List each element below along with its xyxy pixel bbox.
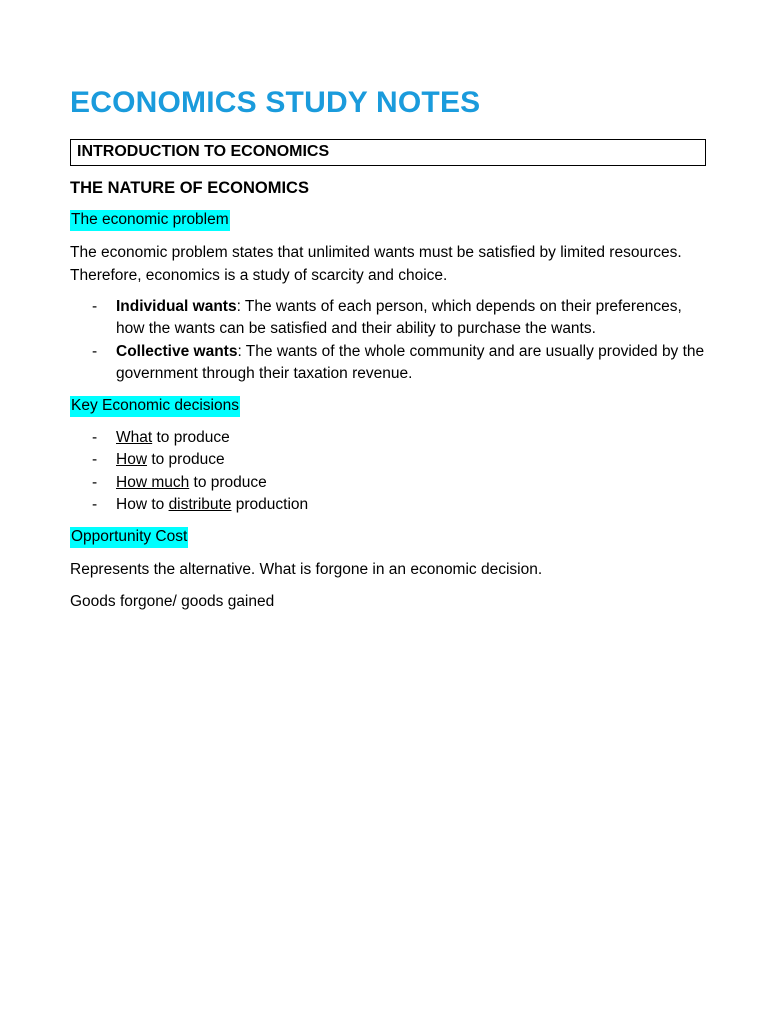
list-item: [70, 341, 706, 386]
item-post: to produce: [189, 473, 267, 491]
definition-collective-wants: : The wants of the whole community and are usually provided by the government through their taxation revenue.: [116, 342, 705, 383]
list-item: [70, 296, 706, 341]
key-decisions-heading-wrap: [70, 396, 706, 417]
term-individual-wants: Individual wants: [116, 297, 237, 315]
key-decisions-heading: Key Economic decisions: [70, 396, 240, 417]
key-decisions-list: [70, 427, 706, 517]
goods-ratio-paragraph: Goods forgone/ goods gained: [70, 592, 275, 610]
item-post: production: [231, 496, 309, 514]
item-underlined: distribute: [168, 496, 232, 514]
item-underlined: How much: [116, 473, 190, 491]
section-heading: THE NATURE OF ECONOMICS: [70, 179, 309, 198]
term-collective-wants: Collective wants: [116, 342, 238, 360]
opportunity-cost-heading: Opportunity Cost: [70, 527, 188, 548]
dash-marker: -: [92, 496, 98, 514]
definition-individual-wants: : The wants of each person, which depends on their preferences, how the wants can be satisfied and their ability to purchase the wants.: [116, 297, 682, 338]
wants-list: [70, 296, 706, 386]
chapter-box: INTRODUCTION TO ECONOMICS: [70, 139, 706, 167]
economic-problem-heading-wrap: [70, 210, 706, 231]
document-page: [70, 86, 706, 622]
document-title: ECONOMICS STUDY NOTES: [70, 86, 481, 119]
list-item: [70, 494, 706, 517]
list-item: [70, 449, 706, 472]
item-underlined: What: [116, 428, 153, 446]
dash-marker: -: [92, 473, 98, 491]
list-item: [70, 472, 706, 495]
opportunity-cost-paragraph: Represents the alternative. What is forgone in an economic decision.: [70, 560, 543, 578]
dash-marker: -: [92, 297, 98, 315]
dash-marker: -: [92, 342, 98, 360]
item-post: to produce: [147, 451, 225, 469]
item-pre: How to: [116, 496, 169, 514]
dash-marker: -: [92, 451, 98, 469]
economic-problem-heading: The economic problem: [70, 210, 230, 231]
list-item: [70, 427, 706, 450]
economic-problem-paragraph: The economic problem states that unlimited wants must be satisfied by limited resources. Therefore, economics is a study of scarcity and choice.: [70, 243, 682, 284]
opportunity-cost-heading-wrap: [70, 527, 706, 548]
item-post: to produce: [152, 428, 230, 446]
item-underlined: How: [116, 451, 148, 469]
dash-marker: -: [92, 428, 98, 446]
